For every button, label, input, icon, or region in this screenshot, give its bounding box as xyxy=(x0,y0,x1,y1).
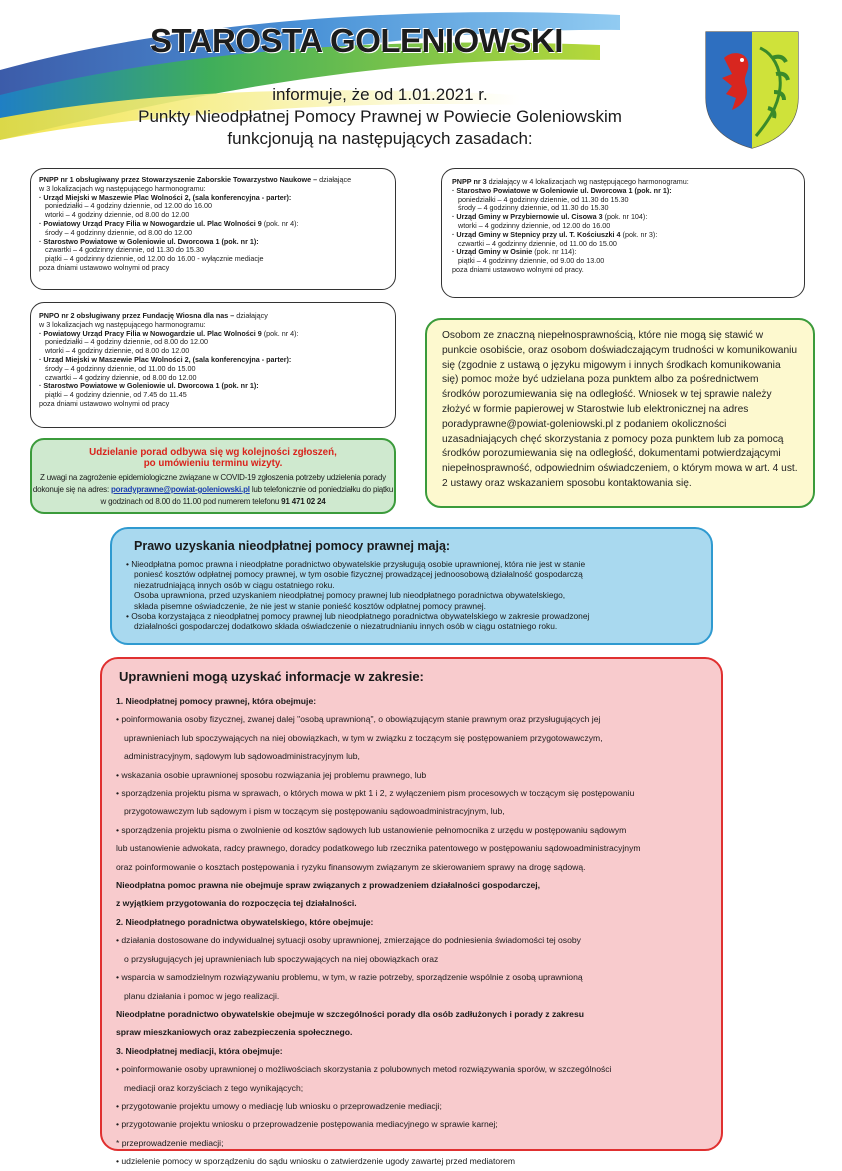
subtitle-rules: funkcjonują na następujących zasadach: xyxy=(227,129,533,148)
pnpp1-location-2-hours: środy – 4 godzinny dziennie, od 8.00 do 12.00 xyxy=(45,227,193,237)
pnpp3-location-4: · Urząd Gminy w Osinie xyxy=(452,247,533,257)
pnpp1-location-3: · Starostwo Powiatowe w Goleniowie ul. Dworcowa 1 (pok. nr 1): xyxy=(39,236,259,246)
eligibility-line-2: poniesć kosztów odpłatnej pomocy prawnej, w tym osobie fizycznej prowadzącej jednoosobową działalność gospodarczą xyxy=(134,569,583,580)
eligibility-title: Prawo uzyskania nieodpłatnej pomocy prawnej mają: xyxy=(134,539,451,553)
scope-list xyxy=(116,692,709,1171)
pnpp3-location-2-hours: wtorki – 4 godzinny dziennie, od 12.00 do 16.00 xyxy=(458,220,611,230)
appointment-order-note: Udzielanie porad odbywa się wg kolejności zgłoszeń, xyxy=(89,447,337,458)
pnpp1-schedule-intro: w 3 lokalizacjach wg następującego harmonogramu: xyxy=(39,183,206,193)
scope-line: • przygotowanie projektu wniosku o przeprowadzenie postępowania mediacyjnego w sprawie karnej; xyxy=(116,1119,498,1130)
pnpp3-intro: PNPP nr 3 xyxy=(452,177,487,186)
scope-line: lub ustanowienie adwokata, radcy prawnego, doradcy podatkowego lub rzecznika patentowego w postępowaniu sądowoadministracyjnym xyxy=(116,843,641,854)
pnpp3-location-1: · Starostwo Powiatowe w Goleniowie ul. Dworcowa 1 (pok. nr 1): xyxy=(452,185,672,195)
pnpo2-location-3: · Starostwo Powiatowe w Goleniowie ul. Dworcowa 1 (pok. nr 1): xyxy=(39,381,259,391)
scope-line: administracyjnym, sądowym lub sądowoadministracyjnym lub, xyxy=(124,751,360,762)
pnpp1-intro: PNPP nr 1 obsługiwany przez Stowarzyszenie Zaborskie Towarzystwo Naukowe – xyxy=(39,175,318,184)
pnpp3-end: poza dniami ustawowo wolnymi od pracy. xyxy=(452,264,584,274)
eligibility-line-7: działalności gospodarczej dodatkowo składa oświadczenie o niezatrudnianiu innych osób w ciągu ostatniego roku. xyxy=(134,621,558,632)
pnpp3-location-4-room: (pok. nr 114): xyxy=(532,247,577,257)
pnpp3-location-3: · Urząd Gminy w Stepnicy przy ul. T. Kościuszki 4 xyxy=(452,229,621,239)
scope-line: o przysługujących jej uprawnieniach lub spoczywających na niej obowiązkach oraz xyxy=(124,953,439,964)
pnpp1-location-2: · Powiatowy Urząd Pracy Filia w Nowogardzie ul. Plac Wolności 9 xyxy=(39,218,262,228)
pnpo2-location-1-hours-b: wtorki – 4 godziny dziennie, od 8.00 do 12.00 xyxy=(45,346,190,356)
scope-line: • sporządzenia projektu pisma o zwolnienie od kosztów sądowych lub ustanowienie pełnomocnika z urzędu w postępowaniu sądowym xyxy=(116,824,627,835)
pnpo2-location-3-hours: piątki – 4 godziny dziennie, od 7.45 do 11.45 xyxy=(45,390,187,400)
pnpp3-location-1-hours-b: środy – 4 godzinny dziennie, od 11.30 do 15.30 xyxy=(458,203,609,213)
pnpo2-box xyxy=(30,302,396,428)
subtitle-points: Punkty Nieodpłatnej Pomocy Prawnej w Powiecie Goleniowskim xyxy=(138,107,622,126)
pnpp1-location-3-hours-b: piątki – 4 godzinny dziennie, od 12.00 do 16.00 - wyłącznie mediacje xyxy=(45,254,264,264)
covid-note xyxy=(32,472,394,508)
scope-line: uprawnieniach lub spoczywających na niej obowiązkach, w tym w związku z toczącym się postępowaniem przygotowawczym, xyxy=(124,732,603,743)
scope-line: Nieodpłatna pomoc prawna nie obejmuje spraw związanych z prowadzeniem działalności gospodarczej, xyxy=(116,880,541,891)
scope-box xyxy=(100,657,723,1167)
page-title: STAROSTA GOLENIOWSKI xyxy=(150,22,563,59)
disability-info-text: Osobom ze znaczną niepełnosprawnością, które nie mogą się stawić w punkcie osobiście, oraz osobom doświadczającym trudności w komunikowaniu się (zgodnie z ustawą o języku migowym i innych środkach komunikowania się) pomoc może być udzielana poza punktem albo za pośrednictwem środków porozumiewania się na odległość. Wniosek w tej sprawie należy złożyć w formie papierowej w Starostwie lub elektronicznej na adres poradyprawne@powiat-goleniowski.pl z podaniem okoliczności uzasadniających chęć skorzystania z pomocy poza punktem lub za pomocą środków porozumiewania się na odległość, dokumentami potwierdzającymi niepełnosprawność, odpowiednim oświadczeniem, o którym mowa w art. 4 ust. 2 ustawy oraz wskazaniem sposobu kontaktowania się. xyxy=(442,330,798,489)
scope-line: • działania dostosowane do indywidualnej sytuacji osoby uprawnionej, zmierzające do podniesienia świadomości tej osoby xyxy=(116,935,581,946)
scope-line: • udzielenie pomocy w sporządzeniu do sądu wniosku o zatwierdzenie ugody zawartej przed mediatorem xyxy=(116,1156,516,1167)
pnpp1-location-1: · Urząd Miejski w Maszewie Plac Wolności 2, (sala konferencyjna - parter): xyxy=(39,192,292,202)
scope-line: • wskazania osobie uprawnionej sposobu rozwiązania jej problemu prawnego, lub xyxy=(116,769,427,780)
eligibility-line-3: niezatrudniającą innych osób w ciągu ostatniego roku. xyxy=(134,579,335,590)
pnpp3-location-3-hours: czwartki – 4 godzinny dziennie, od 11.00 do 15.00 xyxy=(458,238,617,248)
covid-note-line-3: w godzinach od 8.00 do 11.00 pod numerem telefonu xyxy=(100,497,282,506)
eligibility-line-5: składa pisemne oświadczenie, że nie jest w stanie ponieść kosztów odpłatnej pomocy prawnej. xyxy=(134,600,486,611)
pnpp1-intro-rest: działające xyxy=(317,175,352,184)
pnpo2-location-2: · Urząd Miejski w Maszewie Plac Wolności 2, (sala konferencyjna - parter): xyxy=(39,354,292,364)
appointment-visit-note: po umówieniu terminu wizyty. xyxy=(143,458,283,469)
pnpo2-location-1-room: (pok. nr 4): xyxy=(261,328,299,338)
scope-line: • wsparcia w samodzielnym rozwiązywaniu problemu, w tym, w razie potrzeby, sporządzenie wspólnie z osobą uprawnioną xyxy=(116,972,583,983)
eligibility-line-1: • Nieodpłatna pomoc prawna i nieodpłatne poradnictwo obywatelskie przysługują osobie uprawnionej, która nie jest w stanie xyxy=(126,559,586,569)
scope-line: 3. Nieodpłatnej mediacji, która obejmuje: xyxy=(116,1045,283,1056)
pnpp3-location-2: · Urząd Gminy w Przybiernowie ul. Cisowa 3 xyxy=(452,212,603,222)
scope-line: z wyjątkiem przygotowania do rozpoczęcia tej działalności. xyxy=(116,898,357,909)
covid-note-line-2b: lub telefonicznie od poniedziałku do piątku xyxy=(249,485,394,494)
scope-line: oraz poinformowanie o kosztach postępowania i ryzyku finansowym związanym ze skierowaniem sprawy na drogę sądową. xyxy=(116,861,586,872)
pnpp1-location-1-hours-a: poniedziałki – 4 godziny dziennie, od 12.00 do 16.00 xyxy=(45,201,213,211)
pnpp1-location-2-room: (pok. nr 4): xyxy=(261,218,299,228)
scope-line: planu działania i pomoc w jego realizacji. xyxy=(124,990,280,1001)
scope-line: • poinformowania osoby fizycznej, zwanej dalej "osobą uprawnioną", o obowiązującym stanie prawnym oraz przysługujących jej xyxy=(116,714,601,725)
eligibility-box xyxy=(110,527,713,645)
scope-line: mediacji oraz korzyściach z tego wynikających; xyxy=(124,1082,304,1093)
pnpp1-location-1-hours-b: wtorki – 4 godziny dziennie, od 8.00 do 12.00 xyxy=(45,210,190,220)
covid-note-line-2a: dokonuje się na adres: xyxy=(32,485,111,494)
pnpo2-end: poza dniami ustawowo wolnymi od pracy xyxy=(39,398,170,408)
scope-line: • poinformowanie osoby uprawnionej o możliwościach skorzystania z polubownych metod rozwiązywania sporów, w szczególności xyxy=(116,1064,612,1075)
pnpp3-box xyxy=(441,168,805,298)
contact-phone: 91 471 02 24 xyxy=(281,497,326,506)
scope-line: 1. Nieodpłatnej pomocy prawnej, która obejmuje: xyxy=(116,696,317,706)
scope-line: • przygotowanie projektu umowy o mediację lub wniosku o przeprowadzenie mediacji; xyxy=(116,1100,442,1111)
pnpo2-location-2-hours-b: czwartki – 4 godziny dziennie, od 8.00 do 12.00 xyxy=(45,372,197,382)
pnpp1-box xyxy=(30,168,396,290)
scope-line: Nieodpłatne poradnictwo obywatelskie obejmuje w szczególności porady dla osób zadłużonych i porady z zakresu xyxy=(116,1008,584,1019)
scope-title: Uprawnieni mogą uzyskać informacje w zakresie: xyxy=(119,669,424,684)
covid-note-line-1: Z uwagi na zagrożenie epidemiologiczne związane w COVID-19 zgłoszenia potrzeby udzielenia porady xyxy=(40,473,386,482)
scope-line: przygotowawczym lub sądowym i pism w toczącym się postępowaniu sądowoadministracyjnym, lub, xyxy=(124,806,505,817)
pnpo2-schedule-intro: w 3 lokalizacjach wg następującego harmonogramu: xyxy=(39,319,206,329)
pnpp3-location-2-room: (pok. nr 104): xyxy=(602,212,648,222)
appointment-info-box xyxy=(30,438,396,514)
pnpp1-end: poza dniami ustawowo wolnymi od pracy xyxy=(39,262,170,272)
disability-info-box xyxy=(425,318,815,508)
pnpp1-location-3-hours-a: czwartki – 4 godzinny dziennie, od 11.30 do 15.30 xyxy=(45,245,204,255)
contact-email-link[interactable]: poradyprawne@powiat-goleniowski.pl xyxy=(111,485,250,494)
scope-line: 2. Nieodpłatnego poradnictwa obywatelskiego, które obejmuje: xyxy=(116,916,374,927)
pnpo2-location-1: · Powiatowy Urząd Pracy Filia w Nowogardzie ul. Plac Wolności 9 xyxy=(39,328,262,338)
pnpo2-intro: PNPO nr 2 obsługiwany przez Fundację Wiosna dla nas – xyxy=(39,311,235,320)
scope-line: spraw mieszkaniowych oraz zabezpieczenia społecznego. xyxy=(116,1027,353,1038)
coat-of-arms-icon xyxy=(702,28,802,150)
pnpp3-location-3-room: (pok. nr 3): xyxy=(620,229,658,239)
pnpo2-location-1-hours-a: poniedziałki – 4 godziny dziennie, od 8.00 do 12.00 xyxy=(45,337,209,347)
scope-line: * przeprowadzenie mediacji; xyxy=(116,1137,224,1148)
pnpp3-location-1-hours-a: poniedziałki – 4 godzinny dziennie, od 11.30 do 15.30 xyxy=(458,194,629,204)
scope-line: • sporządzenia projektu pisma w sprawach, o których mowa w pkt 1 i 2, z wyłączeniem pism procesowych w toczącym się postępowaniu xyxy=(116,788,635,799)
pnpo2-intro-rest: działający xyxy=(234,311,268,320)
subtitle-date: informuje, że od 1.01.2021 r. xyxy=(272,85,488,104)
eligibility-line-6: • Osoba korzystająca z nieodpłatnej pomocy prawnej lub nieodpłatnego poradnictwa obywatelskiego w zakresie prowadzonej xyxy=(126,611,590,622)
pnpo2-location-2-hours-a: środy – 4 godzinny dziennie, od 11.00 do 15.00 xyxy=(45,363,196,373)
eligibility-line-4: Osoba uprawniona, przed uzyskaniem nieodpłatnej pomocy prawnej lub nieodpłatnego poradnictwa obywatelskiego, xyxy=(134,590,566,601)
pnpp3-intro-rest: działający w 4 lokalizacjach wg następującego harmonogramu: xyxy=(486,177,689,186)
pnpp3-location-4-hours: piątki – 4 godzinny dziennie, od 9.00 do 13.00 xyxy=(458,256,605,266)
